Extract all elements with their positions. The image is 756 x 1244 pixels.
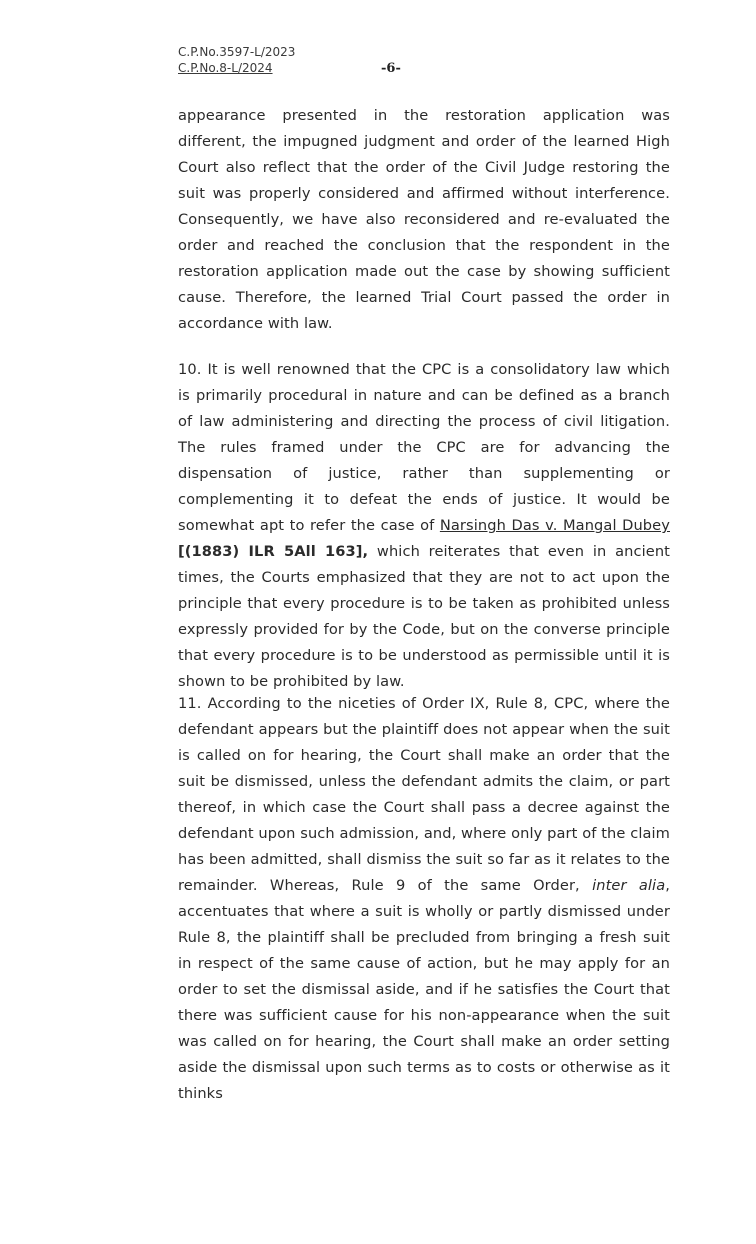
page-number: -6-	[381, 61, 401, 76]
paragraph-text	[178, 691, 670, 1107]
case-name-reference: Narsingh Das v. Mangal Dubey	[439, 517, 670, 534]
paragraph-11	[178, 691, 670, 1107]
case-citation: [(1883) ILR 5All 163],	[178, 543, 369, 560]
paragraph-10-text-before: 10. It is well renowned that the CPC is a consolidatory law which is primarily procedural in nature and can be defined as a branch of law administering and directing the process of civil litigation. The rules framed under the CPC are for advancing the dispensation of justice, rather than supplementing or complementing it to defeat the ends of justice. It would be somewhat apt to refer the case of	[178, 361, 670, 534]
paragraph-continuation	[178, 103, 670, 337]
paragraph-11-text-before: 11. According to the niceties of Order IX, Rule 8, CPC, where the defendant appears but the plaintiff does not appear when the suit is called on for hearing, the Court shall make an order that the suit be dismissed, unless the defendant admits the claim, or part thereof, in which case the Court shall pass a decree against the defendant upon such admission, and, where only part of the claim has been admitted, shall dismiss the suit so far as it relates to the remainder. Whereas, Rule 9 of the same Order,	[178, 695, 670, 894]
case-number-1: C.P.No.3597-L/2023	[178, 45, 296, 59]
paragraph-text: appearance presented in the restoration application was different, the impugned judgment and order of the learned High Court also reflect that the order of the Civil Judge restoring the suit was properly considered and affirmed without interference. Consequently, we have also reconsidered and re-evaluated the order and reached the conclusion that the respondent in the restoration application made out the case by showing sufficient cause. Therefore, the learned Trial Court passed the order in accordance with law.	[178, 107, 670, 332]
paragraph-text	[178, 357, 670, 695]
case-number-2: C.P.No.8-L/2024	[178, 61, 273, 75]
case-header	[178, 44, 295, 76]
italic-phrase: inter alia	[592, 877, 666, 894]
paragraph-10-text-after: which reiterates that even in ancient times, the Courts emphasized that they are not to act upon the principle that every procedure is to be taken as prohibited unless expressly provided for by the Code, but on the converse principle that every procedure is to be understood as permissible until it is shown to be prohibited by law.	[178, 543, 670, 690]
paragraph-10	[178, 357, 670, 695]
paragraph-11-text-after: , accentuates that where a suit is wholly or partly dismissed under Rule 8, the plaintiff shall be precluded from bringing a fresh suit in respect of the same cause of action, but he may apply for an order to set the dismissal aside, and if he satisfies the Court that there was sufficient cause for his non-appearance when the suit was called on for hearing, the Court shall make an order setting aside the dismissal upon such terms as to costs or otherwise as it thinks	[178, 877, 671, 1102]
